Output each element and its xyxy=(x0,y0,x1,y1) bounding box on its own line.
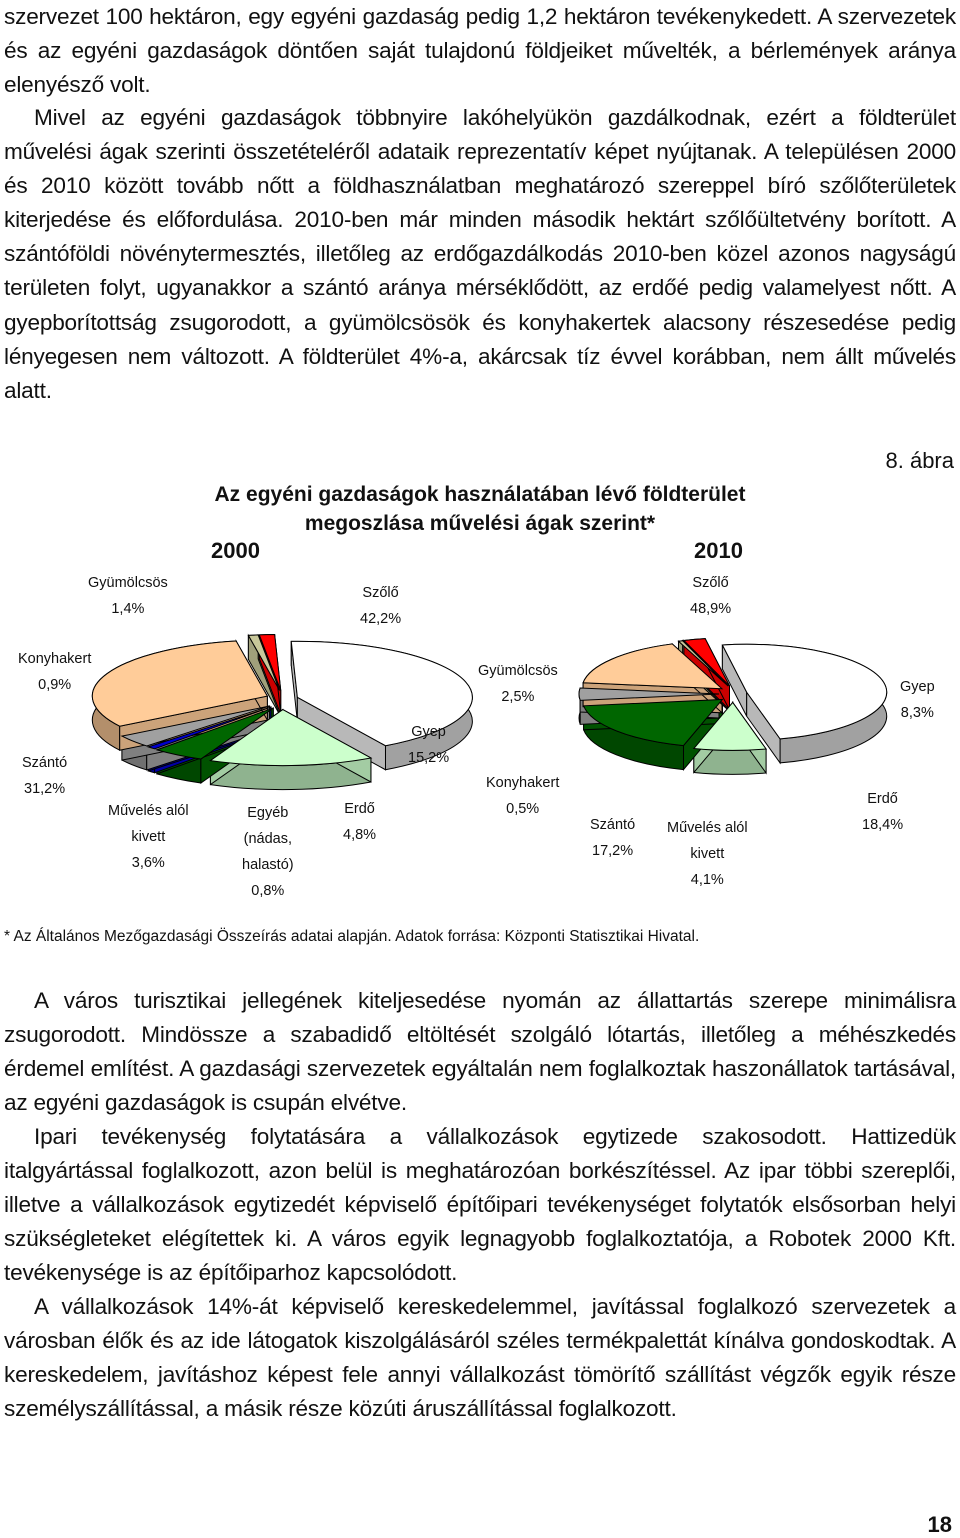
chart-title-line-1: Az egyéni gazdaságok használatában lévő földterület xyxy=(214,483,746,506)
page-number: 18 xyxy=(927,1512,952,1537)
label-2000-egyeb: Egyéb (nádas, halastó) 0,8% xyxy=(242,805,294,899)
paragraph-industry: Ipari tevékenység folytatására a vállalkozások egytizede szakosodott. Hattizedük italgyártással foglalkozott, azon belül is meghatározóan borkészítéssel. Az ipar többi szereplői, illetve a vállalkozások egytizedét képviselő építőipari tevékenységet folytatók elsősorban helyi szükségleteket elégítettek ki. A város egyik legnagyobb foglalkoztatója, a Robotek 2000 Kft. tevékenysége is az építőiparhoz kapcsolódott. xyxy=(4,1124,956,1286)
label-2010-konyhakert: Konyhakert 0,5% xyxy=(486,775,560,817)
label-2000-szanto: Szántó 31,2% xyxy=(22,755,68,797)
pie-year-2010: 2010 xyxy=(694,538,743,563)
label-2010-gyep: Gyep 8,3% xyxy=(900,679,935,721)
label-2000-konyhakert: Konyhakert 0,9% xyxy=(18,651,92,693)
label-2000-gyumolcsos: Gyümölcsös 1,4% xyxy=(88,575,168,617)
footnote: * Az Általános Mezőgazdasági Összeírás adatai alapján. Adatok forrása: Központi Statisztikai Hivatal. xyxy=(4,928,700,945)
paragraph-trade: A vállalkozások 14%-át képviselő kereskedelemmel, javítással foglalkozó szervezetek a városban élők és az ide látogatok kiszolgálásáról széles termékpalettát kínálva gondoskodtak. A kereskedelem, javításhoz képest fele annyi vállalkozást tömörítő szállítást végzők egyik része személyszállítással, a másik része közúti áruszállítással foglalkozott. xyxy=(4,1294,956,1422)
paragraph-animal-husbandry: A város turisztikai jellegének kiteljesedése nyomán az állattartás szerepe minimálisra zsugorodott. Mindössze a szabadidő eltöltését szolgáló lótartás, illetőleg a méhészkedés érdemel említést. A gazdasági szervezetek egyáltalán nem foglalkoztak haszonállatok tartásával, az egyéni gazdaságok is csupán elvétve. xyxy=(4,988,956,1116)
label-2010-erdo: Erdő 18,4% xyxy=(862,791,904,833)
label-2010-szolo: Szőlő 48,9% xyxy=(690,575,732,617)
label-2000-szolo: Szőlő 42,2% xyxy=(360,585,402,627)
pie-year-2000: 2000 xyxy=(211,538,260,563)
label-2000-gyep: Gyep 15,2% xyxy=(408,724,450,766)
label-2010-szanto: Szántó 17,2% xyxy=(590,817,636,859)
paragraph-intro: szervezet 100 hektáron, egy egyéni gazdaság pedig 1,2 hektáron tevékenykedett. A szervezetek és az egyéni gazdaságok döntően saját tulajdonú földjeiket művelték, a bérlemények aránya elenyésző volt. xyxy=(4,4,956,98)
label-2000-muveles-alol-kivett: Művelés alól kivett 3,6% xyxy=(108,803,189,871)
paragraph-land-use: Mivel az egyéni gazdaságok többnyire lakóhelyükön gazdálkodnak, ezért a földterület művelési ágak szerinti összetételéről adataik reprezentatív képet nyújtanak. A településen 2000 és 2010 között tovább nőtt a földhasználatban meghatározó szereppel bíró szőlőterületek kiterjedése és előfordulása. 2010-ben már minden második hektárt szőlőültetvény borított. A szántóföldi növénytermesztés, illetőleg az erdőgazdálkodás 2010-ben közel azonos nagyságú területen folyt, ugyanakkor a szántó aránya mérséklődött, az erdőé pedig valamelyest nőtt. A gyepborítottság zsugorodott, a gyümölcsösök és konyhakertek alacsony részesedése pedig lényegesen nem változott. A földterület 4%-a, akárcsak tíz évvel korábban, nem állt művelés alatt. xyxy=(4,105,956,403)
pie-2010 xyxy=(579,639,887,775)
label-2010-gyumolcsos: Gyümölcsös 2,5% xyxy=(478,663,558,705)
label-2010-muveles-alol-kivett: Művelés alól kivett 4,1% xyxy=(667,820,748,888)
chart-title-line-2: megoszlása művelési ágak szerint* xyxy=(304,512,656,535)
figure-number: 8. ábra xyxy=(885,448,954,473)
label-2000-erdo: Erdő 4,8% xyxy=(343,801,377,843)
